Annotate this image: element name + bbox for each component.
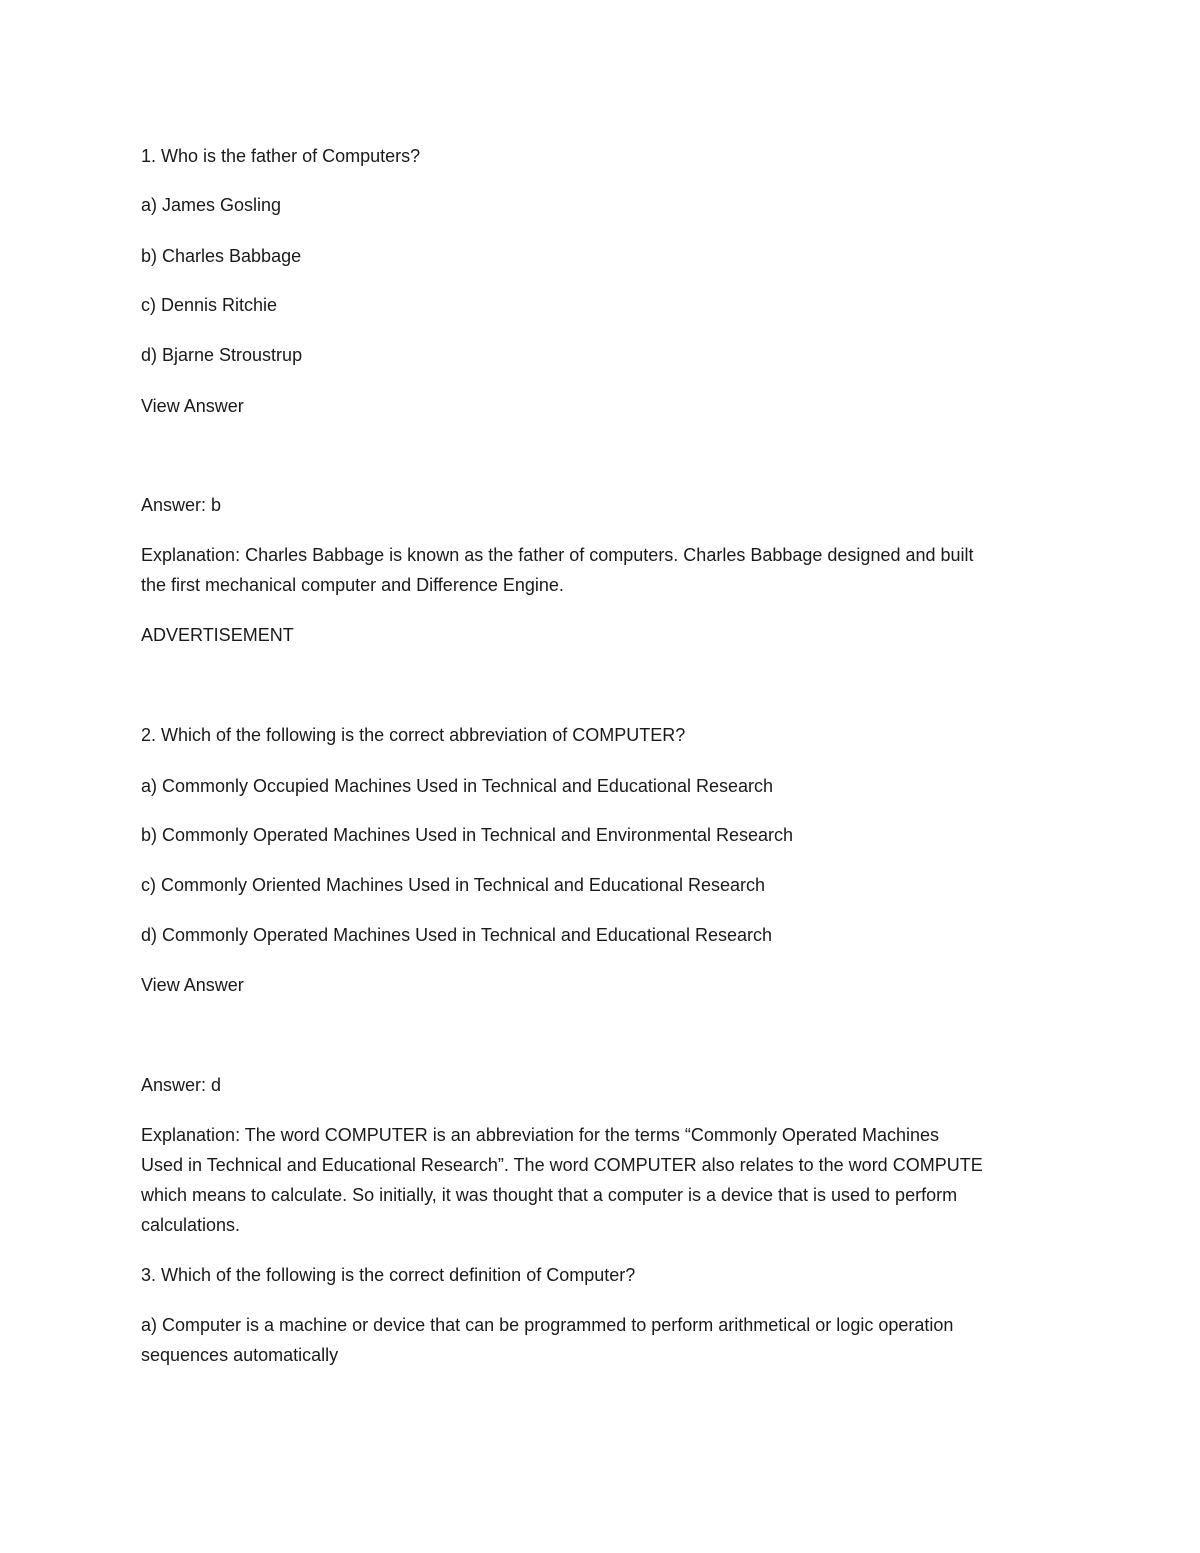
q1-explanation-line-1: Explanation: Charles Babbage is known as the father of computers. Charles Babbage designed and built — [141, 545, 974, 565]
question-3: 3. Which of the following is the correct definition of Computer? — [141, 1265, 636, 1285]
q1-view-answer: View Answer — [141, 396, 244, 416]
q1-option-d: d) Bjarne Stroustrup — [141, 345, 303, 365]
q1-explanation-line-2: the first mechanical computer and Difference Engine. — [141, 575, 564, 595]
q2-option-d: d) Commonly Operated Machines Used in Technical and Educational Research — [141, 925, 773, 945]
q2-explanation-line-1: Explanation: The word COMPUTER is an abbreviation for the terms “Commonly Operated Machines — [141, 1125, 940, 1145]
question-2: 2. Which of the following is the correct abbreviation of COMPUTER? — [141, 725, 686, 745]
q2-explanation-line-4: calculations. — [141, 1215, 241, 1235]
q1-option-b: b) Charles Babbage — [141, 246, 302, 266]
q2-option-a: a) Commonly Occupied Machines Used in Technical and Educational Research — [141, 776, 773, 796]
q2-option-b: b) Commonly Operated Machines Used in Technical and Environmental Research — [141, 825, 793, 845]
question-1: 1. Who is the father of Computers? — [141, 146, 421, 166]
q1-answer: Answer: b — [141, 495, 222, 515]
q3-option-a-line-2: sequences automatically — [141, 1345, 339, 1365]
q2-explanation-line-2: Used in Technical and Educational Research”. The word COMPUTER also relates to the word COMPUTE — [141, 1155, 983, 1175]
q2-option-c: c) Commonly Oriented Machines Used in Technical and Educational Research — [141, 875, 765, 895]
q1-option-a: a) James Gosling — [141, 195, 282, 215]
advertisement-label: ADVERTISEMENT — [141, 625, 294, 645]
q2-answer: Answer: d — [141, 1075, 222, 1095]
q1-option-c: c) Dennis Ritchie — [141, 295, 278, 315]
q3-option-a-line-1: a) Computer is a machine or device that can be programmed to perform arithmetical or logic operation — [141, 1315, 954, 1335]
q2-explanation-line-3: which means to calculate. So initially, it was thought that a computer is a device that is used to perform — [141, 1185, 958, 1205]
q2-view-answer: View Answer — [141, 975, 244, 995]
